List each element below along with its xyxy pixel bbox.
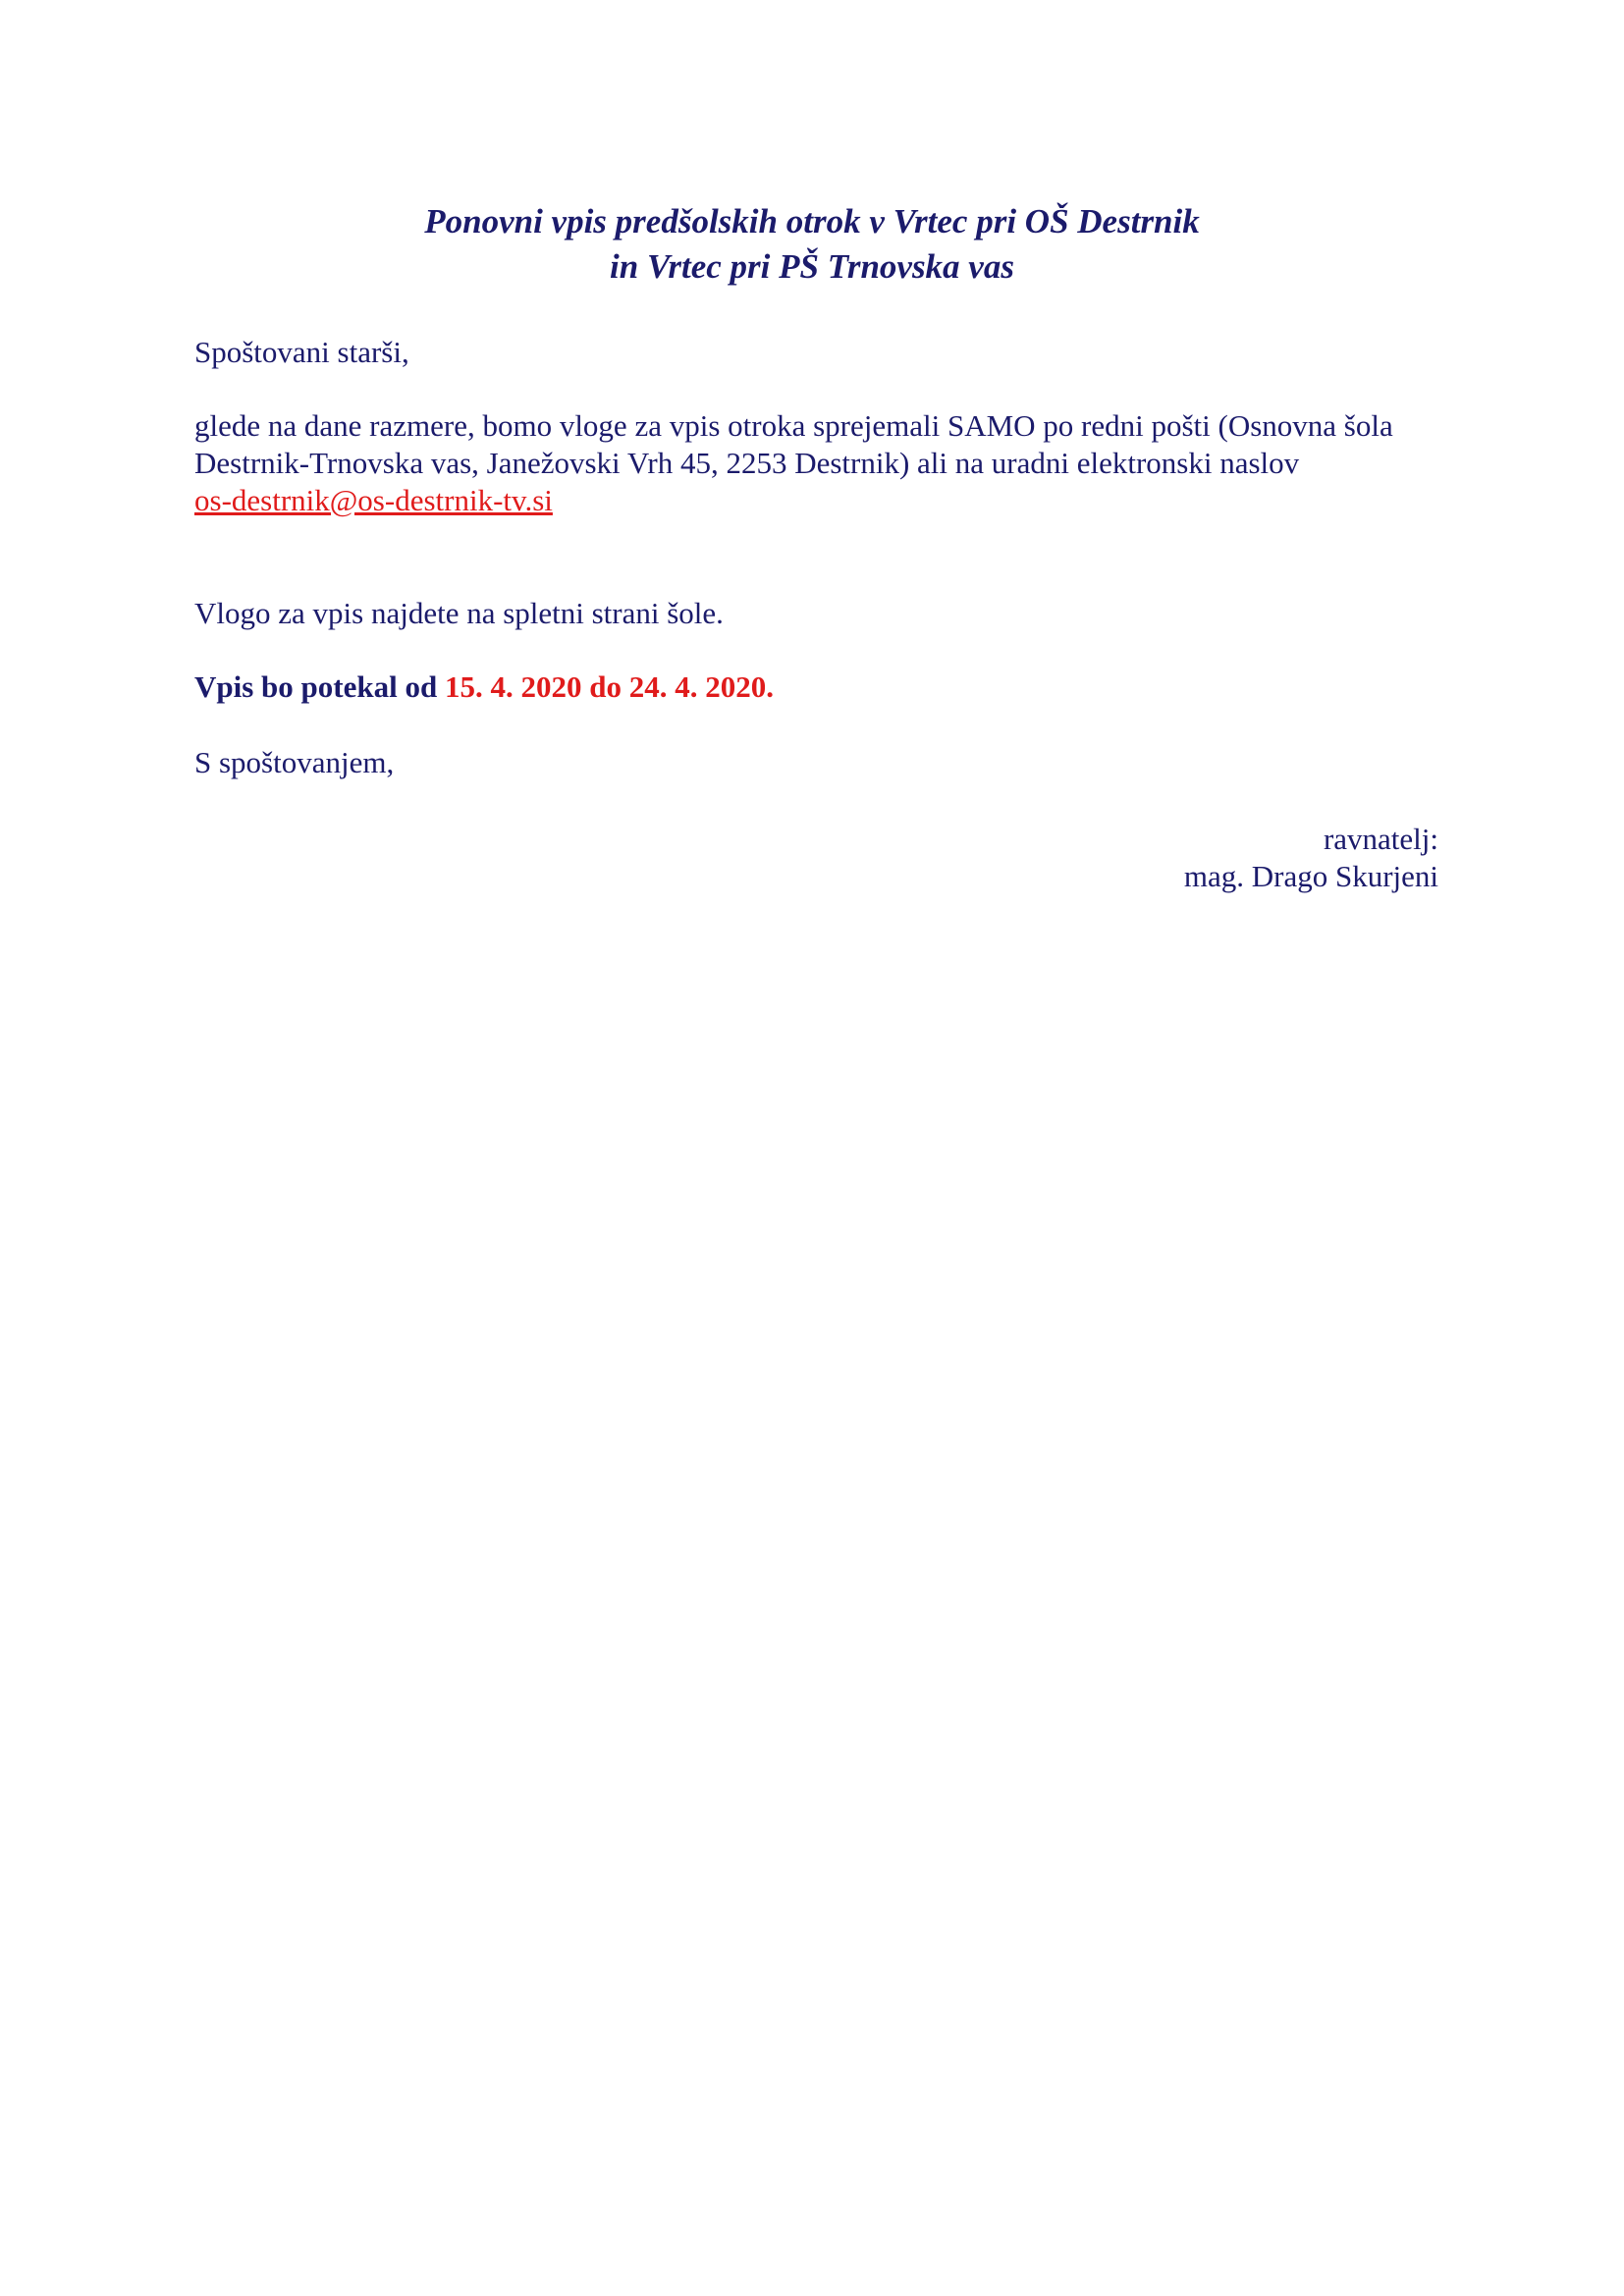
paragraph-submission bbox=[194, 407, 1441, 519]
enrollment-period bbox=[194, 668, 1441, 706]
enrollment-dates: 15. 4. 2020 do 24. 4. 2020. bbox=[444, 669, 774, 704]
email-link[interactable]: os-destrnik@os-destrnik-tv.si bbox=[194, 483, 553, 517]
paragraph-submission-text: glede na dane razmere, bomo vloge za vpis otroka sprejemali SAMO po redni pošti (Osnovna šola Destrnik-Trnovska vas, Janežovski Vrh 45, 2253 Destrnik) ali na uradni elektronski naslov bbox=[194, 408, 1393, 480]
document-title bbox=[0, 199, 1624, 290]
closing: S spoštovanjem, bbox=[194, 745, 395, 779]
greeting: Spoštovani starši, bbox=[194, 335, 409, 369]
signature-name: mag. Drago Skurjeni bbox=[1183, 859, 1438, 893]
signature-block bbox=[884, 821, 1438, 895]
paragraph-application: Vlogo za vpis najdete na spletni strani šole. bbox=[194, 596, 724, 630]
title-line-2: in Vrtec pri PŠ Trnovska vas bbox=[610, 247, 1014, 286]
signature-role: ravnatelj: bbox=[1323, 822, 1438, 856]
title-line-1: Ponovni vpis predšolskih otrok v Vrtec pri OŠ Destrnik bbox=[424, 202, 1200, 240]
enrollment-prefix: Vpis bo potekal od bbox=[194, 669, 445, 704]
